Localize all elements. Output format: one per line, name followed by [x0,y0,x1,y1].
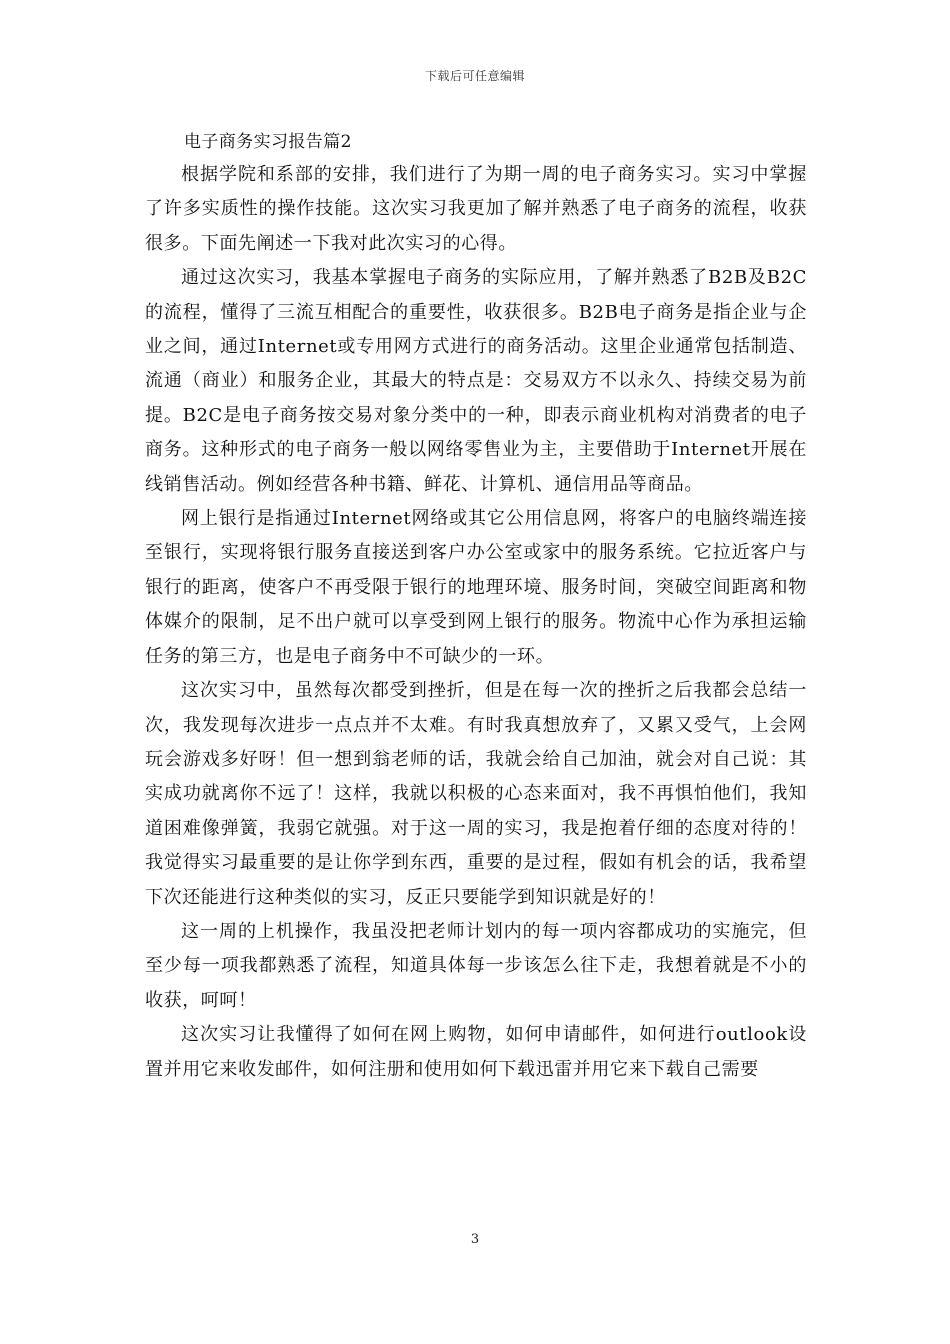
section-title: 电子商务实习报告篇2 [184,132,352,152]
document-body [145,158,807,1087]
paragraph: 这次实习让我懂得了如何在网上购物，如何申请邮件，如何进行outlook设置并用它来收发邮件，如何注册和使用如何下载迅雷并用它来下载自己需要 [145,1024,807,1080]
paragraph: 根据学院和系部的安排，我们进行了为期一周的电子商务实习。实习中掌握了许多实质性的操作技能。这次实习我更加了解并熟悉了电子商务的流程，收获很多。下面先阐述一下我对此次实习的心得。 [145,164,807,254]
page-header: 下载后可任意编辑 [424,69,525,83]
paragraph: 这一周的上机操作，我虽没把老师计划内的每一项内容都成功的实施完，但至少每一项我都熟悉了流程，知道具体每一步该怎么往下走，我想着就是不小的收获，呵呵！ [145,920,807,1011]
page-number: 3 [470,1232,480,1247]
paragraph: 通过这次实习，我基本掌握电子商务的实际应用，了解并熟悉了B2B及B2C的流程，懂得了三流互相配合的重要性，收获很多。B2B电子商务是指企业与企业之间，通过Internet或专用网方式进行的商务活动。这里企业通常包括制造、流通（商业）和服务企业，其最大的特点是：交易双方不以永久、持续交易为前提。B2C是电子商务按交易对象分类中的一种，即表示商业机构对消费者的电子商务。这种形式的电子商务一般以网络零售业为主，主要借助于Internet开展在线销售活动。例如经营各种书籍、鲜花、计算机、通信用品等商品。 [145,267,807,495]
paragraph: 这次实习中，虽然每次都受到挫折，但是在每一次的挫折之后我都会总结一次，我发现每次进步一点点并不太难。有时我真想放弃了，又累又受气，上会网玩会游戏多好呀！但一想到翁老师的话，我就会给自己加油，就会对自己说：其实成功就离你不远了！这样，我就以积极的心态来面对，我不再惧怕他们，我知道困难像弹簧，我弱它就强。对于这一周的实习，我是抱着仔细的态度对待的！我觉得实习最重要的是让你学到东西，重要的是过程，假如有机会的话，我希望下次还能进行这种类似的实习，反正只要能学到知识就是好的！ [145,680,807,908]
paragraph: 网上银行是指通过Internet网络或其它公用信息网，将客户的电脑终端连接至银行，实现将银行服务直接送到客户办公室或家中的服务系统。它拉近客户与银行的距离，使客户不再受限于银行的地理环境、服务时间，突破空间距离和物体媒介的限制，足不出户就可以享受到网上银行的服务。物流中心作为承担运输任务的第三方，也是电子商务中不可缺少的一环。 [145,508,807,667]
